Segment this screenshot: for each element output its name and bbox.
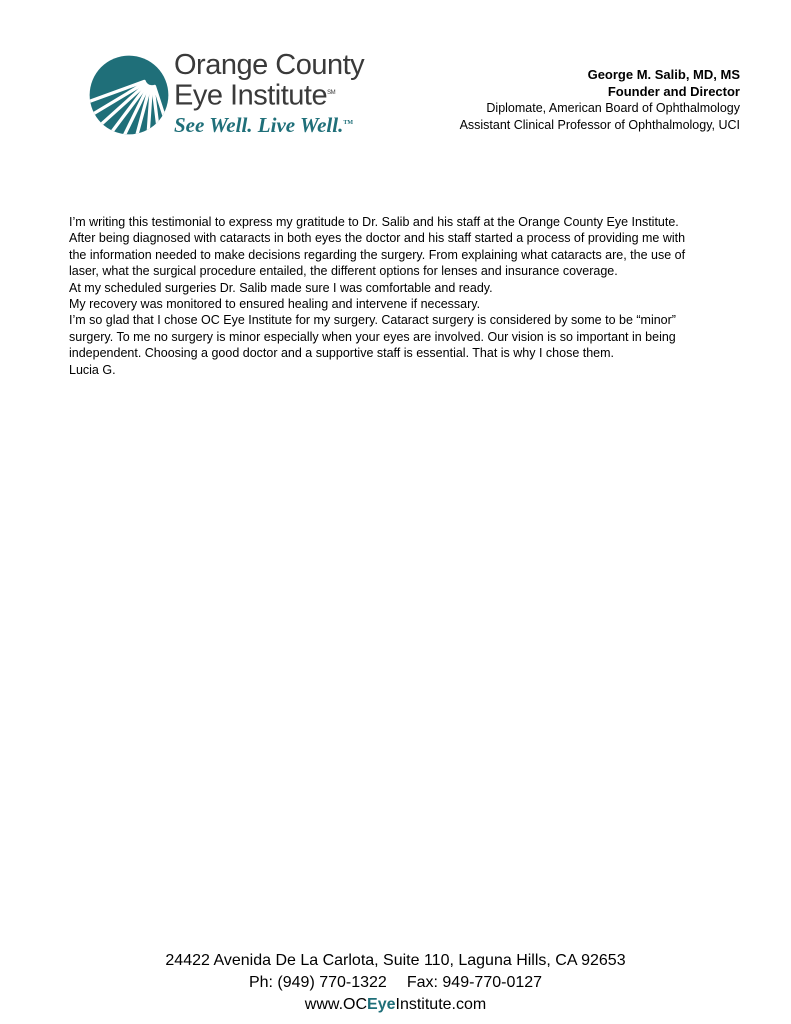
credential-professor: Assistant Clinical Professor of Ophthalmology, UCI [459,118,740,132]
footer-contact [0,972,791,994]
eye-logo-icon [88,54,170,136]
service-mark: SM [327,90,336,96]
footer-address: 24422 Avenida De La Carlota, Suite 110, Laguna Hills, CA 92653 [165,952,626,969]
footer [0,950,791,1016]
body-line: the information needed to make decisions regarding the surgery. From explaining what cataracts are, the use of [69,247,686,262]
body-line: I’m so glad that I chose OC Eye Institute for my surgery. Cataract surgery is considered by some to be “minor” [69,313,676,328]
logo [88,49,408,142]
body-line: surgery. To me no surgery is minor especially when your eyes are involved. Our vision is so important in being [69,329,676,344]
logo-title-line2: Eye Institute℠ [174,79,336,112]
body-line: I’m writing this testimonial to express my gratitude to Dr. Salib and his staff at the Orange County Eye Institute. [69,215,679,229]
body-line: After being diagnosed with cataracts in both eyes the doctor and his staff started a process of providing me with [69,231,686,246]
doctor-name: George M. Salib, MD, MS [587,67,740,82]
body-line: laser, what the surgical procedure entailed, the different options for lenses and insurance coverage. [69,264,618,279]
credential-board: Diplomate, American Board of Ophthalmology [486,101,740,115]
doctor-role: Founder and Director [607,84,740,99]
trademark: TM [343,119,353,126]
footer-website[interactable]: www.OCEyeInstitute.com [304,996,487,1013]
body-line: At my scheduled surgeries Dr. Salib made sure I was comfortable and ready. [69,280,493,295]
testimonial-body [69,214,749,378]
signature-name: Lucia G. [69,362,116,377]
footer-fax: Fax: 949-770-0127 [406,974,543,991]
logo-title-line1: Orange County [174,49,365,81]
letterhead [460,66,740,134]
body-line: My recovery was monitored to ensured healing and intervene if necessary. [69,297,481,312]
logo-tagline: See Well. Live Well.™ [174,112,353,137]
footer-phone: Ph: (949) 770-1322 [248,974,387,991]
body-line: independent. Choosing a good doctor and a supportive staff is essential. That is why I chose them. [69,346,615,361]
